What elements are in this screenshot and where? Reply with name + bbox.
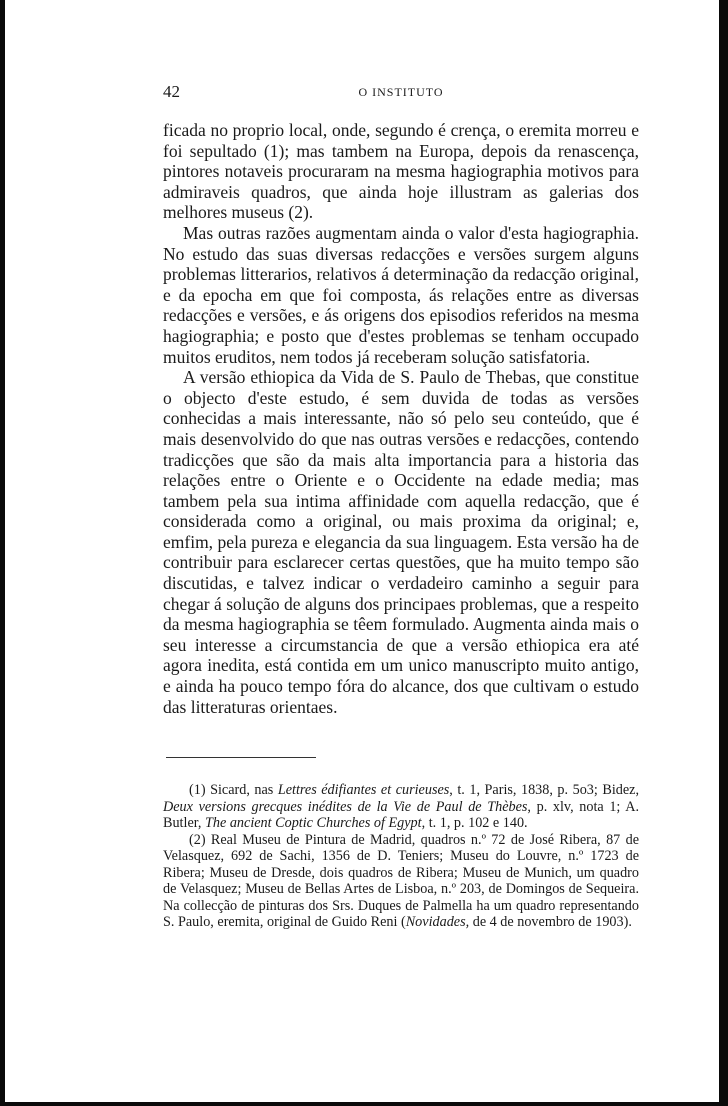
footnote-title-italic: Novidades, (405, 914, 470, 931)
footnote-title-italic: Deux versions grecques inédites de la Vie de Paul de Thèbes (163, 798, 528, 815)
running-head (163, 82, 639, 106)
paragraph: A versão ethiopica da Vida de S. Paulo de Thebas, que constitue o objecto d'este estudo, é sem duvida de todas as versões conhecidas a mais interessante, não só pelo seu conteúdo, que é mais desenvolvido do que nas outras versões e redacções, contendo tradicções que são da mais alta importancia para a historia das relações entre o Oriente e o Occidente na edade media; mas tambem pela sua intima affinidade com aquella redacção, que é considerada como a original, ou mais proxima da original; e, emfim, pela pureza e elegancia da sua linguagem. Esta versão ha de contribuir para esclarecer certas questões, que ha muito tempo são discutidas, e talvez indicar o verdadeiro caminho a seguir para chegar á solução de alguns dos principaes problemas, que a respeito da mesma hagiographia se têem formulado. Augmenta ainda mais o seu interesse a circumstancia de que a versão ethiopica era até agora inedita, está contida em um unico manuscripto muito antigo, e ainda ha pouco tempo fóra do alcance, dos que cultivam o estudo das litteraturas orientaes. (163, 367, 639, 717)
scan-border-bottom (0, 1102, 728, 1106)
paragraph: ficada no proprio local, onde, segundo é crença, o eremita morreu e foi sepultado (1); mas tambem na Europa, depois da renascença, pintores notaveis procuraram na mesma hagiographia motivos para admiraveis quadros, que ainda hoje illustram as galerias dos melhores museus (2). (163, 120, 639, 223)
footnote-text: , t. 1, Paris, 1838, p. 5o3; Bidez, (449, 782, 639, 799)
footnotes (163, 782, 639, 931)
body-text (163, 120, 639, 717)
footnote-text: (2) Real Museu de Pintura de Madrid, quadros n.º 72 de José Ribera, 87 de Velasquez, 692 de Sachi, 1356 de D. Teniers; Museu do Louvre, n.º 1723 de Ribera; Museu de Dresde, dois quadros de Ribera; Museu de Munich, um quadro de Velasquez; Museu de Bellas Artes de Lisboa, n.º 203, de Domingos de Sequeira. Na collecção de pinturas dos Srs. Duques de Palmella ha um quadro representando S. Paulo, eremita, original de Guido Reni ( (163, 831, 639, 931)
footnote-text: de 4 de novembro de 1903). (469, 914, 632, 931)
footnote-text: (1) Sicard, nas (189, 782, 278, 799)
scan-border-left (0, 0, 5, 1106)
footnote-title-italic: Lettres édifiantes et curieuses (277, 782, 450, 799)
footnote-title-italic: The ancient Coptic Churches of Egypt (205, 815, 422, 832)
footnote-2 (163, 832, 639, 931)
page-number: 42 (163, 82, 180, 101)
journal-title: O INSTITUTO (358, 85, 444, 99)
footnote-text: , p. xlv, nota 1; A. Butler, (163, 798, 639, 832)
footnote-1 (163, 782, 639, 832)
footnote-text: , t. 1, p. 102 e 140. (421, 815, 528, 832)
document-page (163, 82, 639, 931)
paragraph: Mas outras razões augmentam ainda o valor d'esta hagiographia. No estudo das suas diversas redacções e versões surgem alguns problemas litterarios, relativos á determinação da redacção original, e da epocha em que foi composta, ás relações entre as diversas redacções e versões, e ás origens dos episodios referidos na mesma hagiographia; e posto que d'estes problemas se tenham occupado muitos eruditos, nem todos já receberam solução satisfatoria. (163, 222, 639, 367)
footnote-separator (166, 757, 316, 758)
scan-border-right (719, 0, 728, 1106)
